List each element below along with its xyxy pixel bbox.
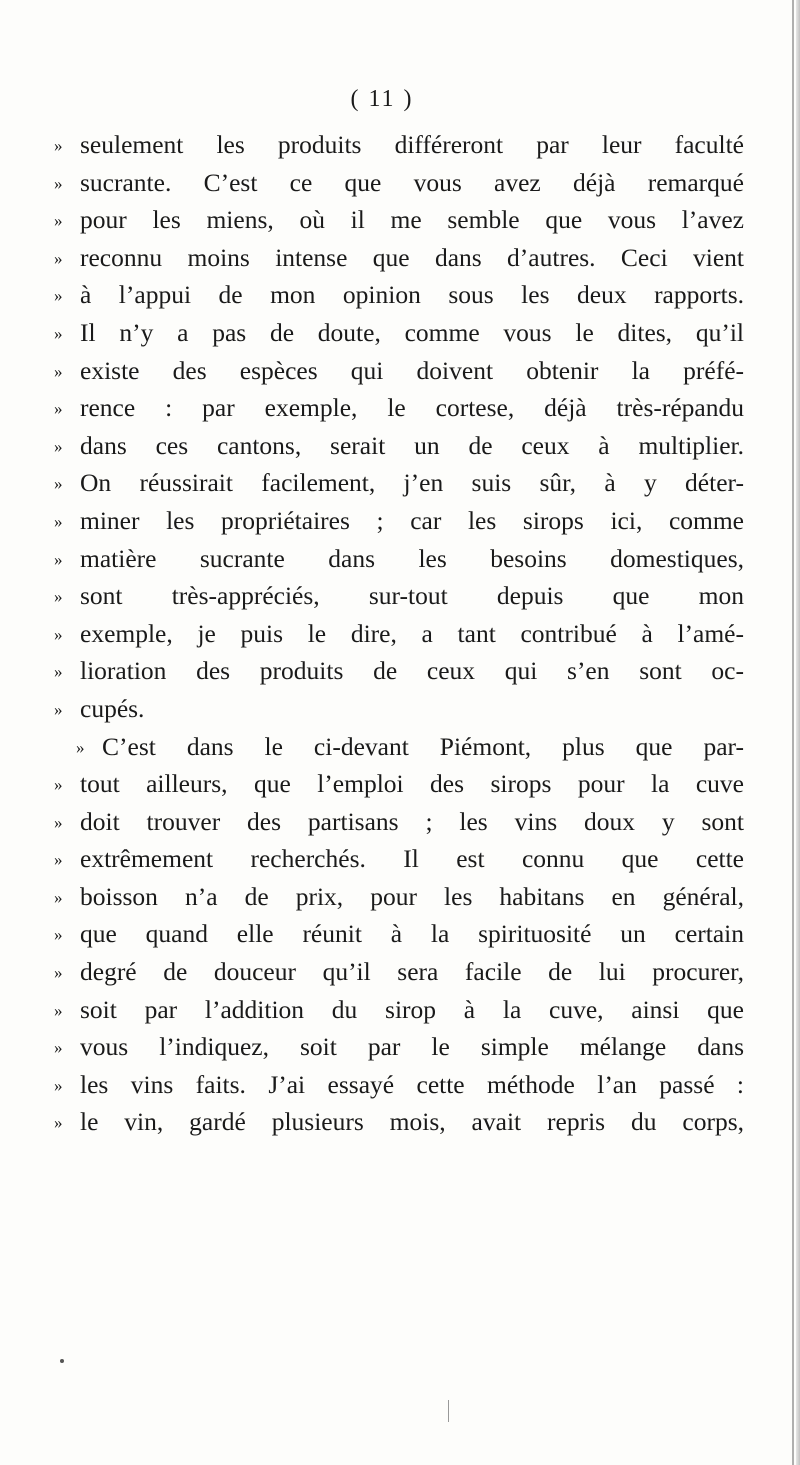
line-text: reconnu moins intense que dans d’autres. Ceci vient — [80, 242, 744, 272]
line-text: miner les propriétaires ; car les sirops ici, comme — [80, 505, 744, 535]
line-text: pour les miens, où il me semble que vous l’avez — [80, 205, 744, 235]
text-line — [54, 690, 744, 728]
text-line — [54, 502, 744, 540]
ink-speck — [60, 1359, 64, 1363]
text-line — [54, 728, 744, 766]
line-text: extrêmement recherchés. Il est connu que cette — [80, 844, 744, 874]
line-text: que quand elle réunit à la spirituosité un certain — [80, 919, 744, 949]
text-line — [54, 1028, 744, 1066]
line-text: soit par l’addition du sirop à la cuve, ainsi que — [80, 994, 744, 1024]
quote-mark: » — [54, 173, 63, 193]
text-line — [54, 765, 744, 803]
text-line — [54, 427, 744, 465]
quote-mark: » — [54, 323, 63, 343]
quote-mark: » — [54, 211, 63, 231]
page-number-header: ( 11 ) — [350, 86, 414, 112]
quote-mark: » — [54, 1075, 63, 1095]
line-text: matière sucrante dans les besoins domestiques, — [80, 543, 744, 573]
line-text: seulement les produits différeront par leur faculté — [80, 130, 744, 159]
text-line — [54, 239, 744, 277]
text-line — [54, 803, 744, 841]
text-line — [54, 464, 744, 502]
text-line — [54, 1103, 744, 1141]
text-line — [54, 953, 744, 991]
page-edge-shadow — [796, 0, 800, 1465]
line-text: les vins faits. J’ai essayé cette méthode l’an passé : — [80, 1069, 744, 1099]
line-text: cupés. — [80, 693, 145, 723]
line-text: doit trouver des partisans ; les vins doux y sont — [80, 806, 744, 836]
text-line — [54, 991, 744, 1029]
text-line — [54, 276, 744, 314]
text-line — [54, 126, 744, 164]
line-text: sucrante. C’est ce que vous avez déjà remarqué — [80, 167, 744, 197]
line-text: vous l’indiquez, soit par le simple mélange dans — [80, 1032, 744, 1062]
line-text: rence : par exemple, le cortese, déjà très-répandu — [80, 393, 744, 423]
quote-mark: » — [54, 1000, 63, 1020]
quote-mark: » — [54, 399, 63, 419]
quote-mark: » — [54, 662, 63, 682]
quote-mark: » — [54, 549, 63, 569]
quote-mark: » — [54, 963, 63, 983]
line-text: lioration des produits de ceux qui s’en sont oc- — [80, 656, 744, 686]
text-line — [54, 540, 744, 578]
quote-mark: » — [54, 436, 63, 456]
text-line — [54, 652, 744, 690]
quote-mark: » — [54, 925, 63, 945]
text-line — [54, 352, 744, 390]
text-line — [54, 915, 744, 953]
quote-mark: » — [54, 361, 63, 381]
text-line — [54, 615, 744, 653]
line-text: le vin, gardé plusieurs mois, avait repris du corps, — [80, 1107, 744, 1137]
text-line — [54, 314, 744, 352]
text-line — [54, 201, 744, 239]
quote-mark: » — [54, 624, 63, 644]
line-text: tout ailleurs, que l’emploi des sirops pour la cuve — [80, 769, 744, 799]
quote-mark: » — [54, 136, 63, 155]
line-text: On réussirait facilement, j’en suis sûr, à y déter- — [80, 468, 744, 498]
quote-mark: » — [54, 812, 63, 832]
text-line — [54, 389, 744, 427]
text-line — [54, 840, 744, 878]
line-text: dans ces cantons, serait un de ceux à multiplier. — [80, 430, 744, 460]
line-text: exemple, je puis le dire, a tant contribué à l’amé- — [80, 618, 744, 648]
paper-mark — [448, 1400, 449, 1422]
body-text — [54, 126, 744, 1141]
text-line — [54, 1066, 744, 1104]
line-text: degré de douceur qu’il sera facile de lui procurer, — [80, 957, 744, 987]
quote-mark: » — [54, 1038, 63, 1058]
quote-mark: » — [54, 286, 63, 306]
quote-mark: » — [54, 248, 63, 268]
quote-mark: » — [76, 737, 85, 757]
quote-mark: » — [54, 1113, 63, 1133]
text-line — [54, 577, 744, 615]
line-text: C’est dans le ci-devant Piémont, plus que par- — [102, 731, 744, 761]
page-edge-line — [792, 0, 794, 1465]
line-text: Il n’y a pas de doute, comme vous le dites, qu’il — [80, 317, 744, 347]
quote-mark: » — [54, 775, 63, 795]
quote-mark: » — [54, 511, 63, 531]
quote-mark: » — [54, 850, 63, 870]
quote-mark: » — [54, 474, 63, 494]
line-text: à l’appui de mon opinion sous les deux rapports. — [80, 280, 744, 310]
line-text: existe des espèces qui doivent obtenir la préfé- — [80, 355, 744, 385]
quote-mark: » — [54, 887, 63, 907]
text-line — [54, 164, 744, 202]
line-text: sont très-appréciés, sur-tout depuis que mon — [80, 581, 744, 611]
text-line — [54, 878, 744, 916]
quote-mark: » — [54, 587, 63, 607]
line-text: boisson n’a de prix, pour les habitans en général, — [80, 881, 744, 911]
quote-mark: » — [54, 699, 63, 719]
